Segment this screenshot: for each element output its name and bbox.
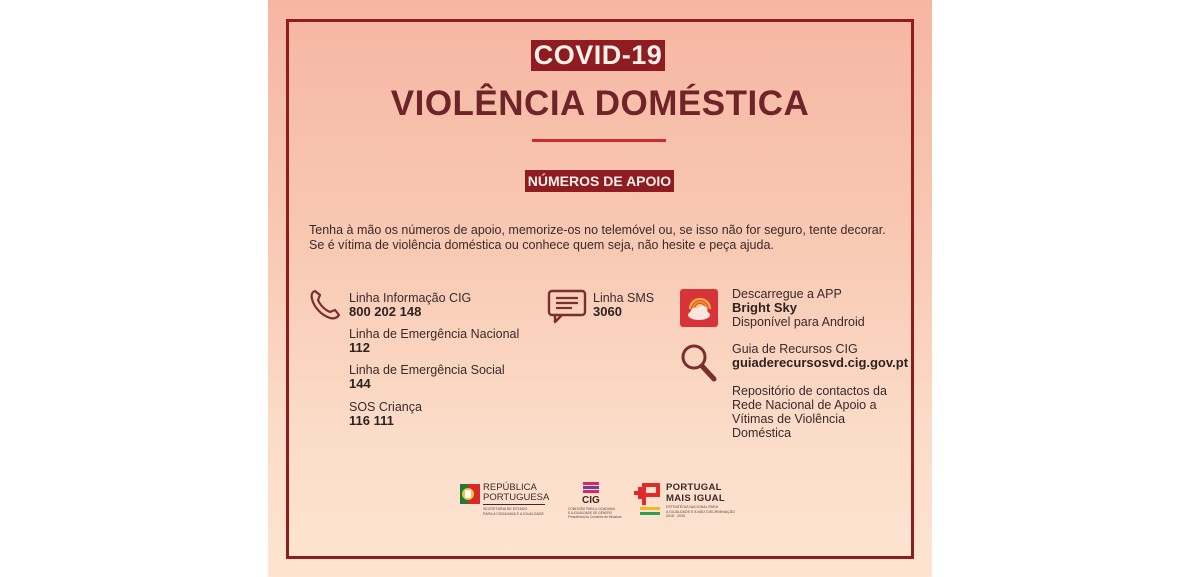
- line-number: 800 202 148: [349, 304, 422, 319]
- logo-cig: [568, 482, 622, 522]
- app-label: Descarregue a APP: [732, 287, 842, 301]
- logo-republica: [460, 480, 555, 520]
- portugal-mais-igual-mark-icon: [634, 483, 662, 517]
- pmi-line2: MAIS IGUAL: [666, 493, 725, 504]
- line-label: Linha de Emergência Nacional: [349, 327, 520, 341]
- search-icon: [679, 342, 719, 384]
- app-name: Bright Sky: [732, 300, 798, 315]
- portugal-shield-icon: [460, 482, 480, 506]
- list-item: [349, 327, 519, 355]
- line-number: 116 111: [349, 413, 394, 428]
- line-label: Linha Informação CIG: [349, 291, 472, 305]
- list-item: [349, 363, 505, 391]
- republica-sub2: PARA A CIDADANIA E A IGUALDADE: [483, 512, 544, 516]
- line-label: SOS Criança: [349, 400, 422, 414]
- pmi-sub2: A IGUALDADE E A NÃO DISCRIMINAÇÃO: [666, 509, 736, 514]
- republica-divider: [483, 504, 545, 505]
- sms-label: Linha SMS: [593, 291, 655, 305]
- section-tag: NÚMEROS DE APOIO: [525, 170, 674, 192]
- sms-block: [593, 291, 654, 319]
- pmi-line1: PORTUGAL: [666, 482, 722, 493]
- title-divider: [532, 139, 666, 142]
- list-item: [349, 400, 422, 428]
- guide-description: Repositório de contactos da Rede Nacional de Apoio a Vítimas de Violência Doméstica: [732, 384, 887, 440]
- app-block: [732, 287, 865, 329]
- sms-icon: [547, 289, 587, 325]
- line-number: 144: [349, 376, 371, 391]
- phone-icon: [308, 288, 342, 322]
- republica-sub1: SECRETÁRIA DE ESTADO: [483, 507, 528, 511]
- covid-tag: COVID-19: [531, 40, 665, 71]
- republica-line1: REPÚBLICA: [483, 482, 537, 493]
- cig-sub1: COMISSÃO PARA A CIDADANIA: [568, 507, 616, 511]
- guide-url[interactable]: guiaderecursosvd.cig.gov.pt: [732, 355, 909, 370]
- poster: [268, 0, 932, 577]
- guide-label: Guia de Recursos CIG: [732, 342, 858, 356]
- bright-sky-app-icon: [680, 289, 718, 327]
- republica-line2: PORTUGUESA: [483, 492, 550, 503]
- page-title: VIOLÊNCIA DOMÉSTICA: [390, 84, 810, 123]
- intro-text: Tenha à mão os números de apoio, memorize-os no telemóvel ou, se isso não for seguro, tente decorar. Se é vítima de violência doméstica ou conhece quem seja, não hesite e peça ajuda.: [309, 223, 886, 252]
- list-item: [349, 291, 471, 319]
- pmi-sub1: ESTRATÉGIA NACIONAL PARA: [666, 505, 719, 509]
- app-platform: Disponível para Android: [732, 315, 865, 329]
- pmi-sub3: 2018 · 2030: [666, 514, 686, 518]
- logo-portugal-mais-igual: [634, 481, 744, 521]
- cig-sub2: E A IGUALDADE DE GÉNERO: [568, 511, 613, 515]
- cig-label: CIG: [582, 495, 600, 506]
- guide-block: [732, 342, 908, 370]
- cig-bars: [583, 482, 599, 493]
- line-label: Linha de Emergência Social: [349, 363, 505, 377]
- sms-number: 3060: [593, 304, 622, 319]
- line-number: 112: [349, 340, 370, 355]
- cig-sub3: Presidência do Conselho de Ministros: [568, 515, 622, 519]
